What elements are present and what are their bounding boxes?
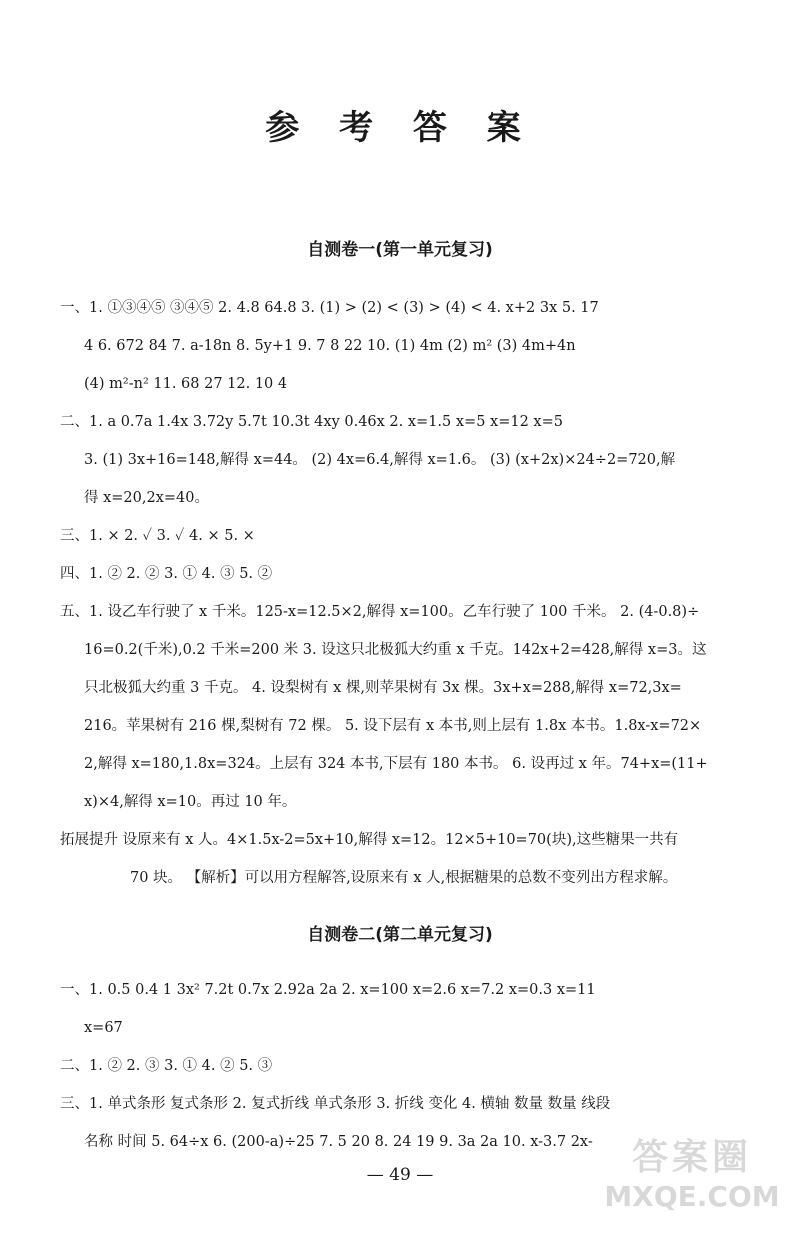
answer-line: 4 6. 672 84 7. a-18n 8. 5y+1 9. 7 8 22 10. (1) 4m (2) m² (3) 4m+4n [84, 338, 576, 354]
answer-line: 16=0.2(千米),0.2 千米=200 米 3. 设这只北极狐大约重 x 千克。142x+2=428,解得 x=3。这 [84, 642, 707, 658]
answer-line: 三、1. 单式条形 复式条形 2. 复式折线 单式条形 3. 折线 变化 4. 横轴 数量 数量 线段 [60, 1096, 611, 1112]
page-number: — 49 — [366, 1165, 434, 1185]
answer-line: x=67 [84, 1020, 123, 1036]
answer-line: 二、1. ② 2. ③ 3. ① 4. ② 5. ③ [60, 1058, 273, 1074]
watermark-logo-text: 答案圈 [631, 1137, 752, 1178]
answer-line: 名称 时间 5. 64÷x 6. (200-a)÷25 7. 5 20 8. 24 19 9. 3a 2a 10. x-3.7 2x- [84, 1134, 593, 1150]
section-heading: 自测卷一(第一单元复习) [307, 240, 493, 260]
answer-line: 拓展提升 设原来有 x 人。4×1.5x-2=5x+10,解得 x=12。12×5+10=70(块),这些糖果一共有 [60, 832, 679, 848]
answer-line: 216。苹果树有 216 棵,梨树有 72 棵。 5. 设下层有 x 本书,则上层有 1.8x 本书。1.8x-x=72× [84, 718, 702, 734]
answer-line: 二、1. a 0.7a 1.4x 3.72y 5.7t 10.3t 4xy 0.46x 2. x=1.5 x=5 x=12 x=5 [60, 414, 563, 430]
section-heading: 自测卷二(第二单元复习) [307, 925, 493, 945]
answer-line: 3. (1) 3x+16=148,解得 x=44。 (2) 4x=6.4,解得 x=1.6。 (3) (x+2x)×24÷2=720,解 [84, 452, 676, 468]
answer-line: 70 块。 【解析】可以用方程解答,设原来有 x 人,根据糖果的总数不变列出方程求解。 [130, 870, 678, 886]
site-watermark [602, 1136, 782, 1222]
answer-line: 四、1. ② 2. ② 3. ① 4. ③ 5. ② [60, 566, 273, 582]
answer-line: (4) m²-n² 11. 68 27 12. 10 4 [84, 376, 288, 392]
answer-line: 五、1. 设乙车行驶了 x 千米。125-x=12.5×2,解得 x=100。乙车行驶了 100 千米。 2. (4-0.8)÷ [60, 604, 700, 620]
answer-line: 2,解得 x=180,1.8x=324。上层有 324 本书,下层有 180 本书。 6. 设再过 x 年。74+x=(11+ [84, 756, 708, 772]
answer-line: 三、1. × 2. ✓ 3. ✓ 4. × 5. × [60, 528, 255, 544]
answer-line: 得 x=20,2x=40。 [84, 490, 209, 506]
answer-line: 一、1. 0.5 0.4 1 3x² 7.2t 0.7x 2.92a 2a 2. x=100 x=2.6 x=7.2 x=0.3 x=11 [60, 982, 596, 998]
answer-line: 一、1. ①③④⑤ ③④⑤ 2. 4.8 64.8 3. (1) > (2) < (3) > (4) < 4. x+2 3x 5. 17 [60, 300, 599, 316]
answer-line: 只北极狐大约重 3 千克。 4. 设梨树有 x 棵,则苹果树有 3x 棵。3x+x=288,解得 x=72,3x= [84, 680, 682, 696]
page-title: 参 考 答 案 [265, 108, 535, 148]
answer-line: x)×4,解得 x=10。再过 10 年。 [84, 794, 297, 810]
watermark-url-text: MXQE.COM [604, 1180, 780, 1213]
